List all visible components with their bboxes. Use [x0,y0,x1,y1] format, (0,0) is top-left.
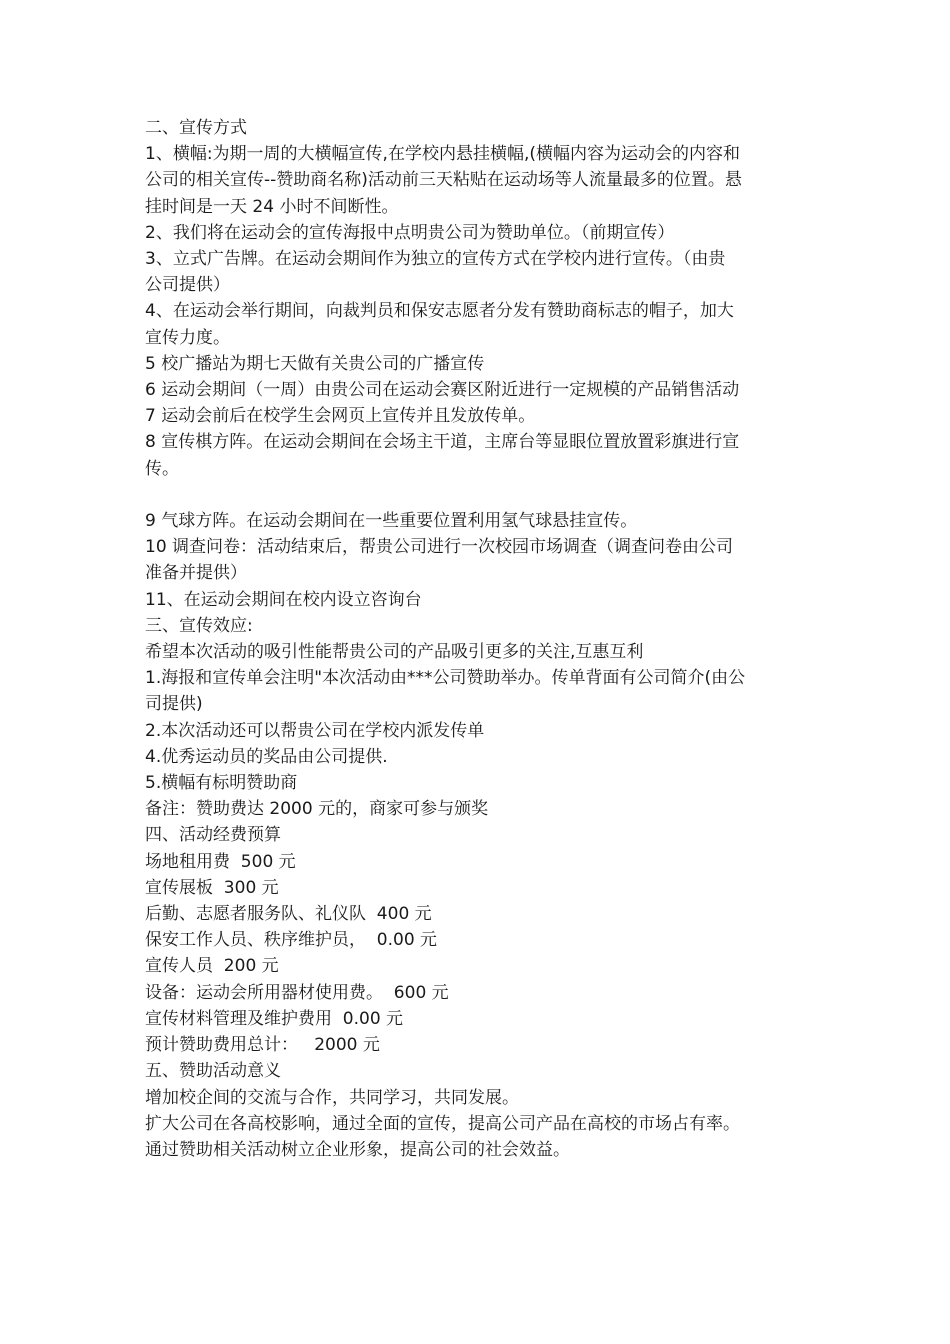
text-line: 3、立式广告牌。在运动会期间作为独立的宣传方式在学校内进行宣传。（由贵 [145,249,726,270]
budget-item: 设备：运动会所用器材使用费。 600 元 [145,982,449,1003]
budget-item: 宣传材料管理及维护费用 0.00 元 [145,1008,404,1029]
text-line: 4.优秀运动员的奖品由公司提供. [145,746,388,767]
text-line: 备注：赞助费达 2000 元的，商家可参与颁奖 [145,799,489,820]
text-line: 5 校广播站为期七天做有关贵公司的广播宣传 [145,353,485,374]
text-line: 挂时间是一天 24 小时不间断性。 [145,196,399,217]
blank-line [145,482,810,508]
text-line: 宣传力度。 [145,327,230,348]
text-line: 4、在运动会举行期间，向裁判员和保安志愿者分发有赞助商标志的帽子，加大 [145,301,734,322]
section-heading: 三、宣传效应: [145,615,253,636]
document-body [145,115,810,1163]
text-line: 10 调查问卷：活动结束后，帮贵公司进行一次校园市场调查（调查问卷由公司 [145,537,734,558]
section-heading: 四、活动经费预算 [145,825,281,846]
text-line: 9 气球方阵。在运动会期间在一些重要位置利用氢气球悬挂宣传。 [145,511,638,532]
text-line: 8 宣传棋方阵。在运动会期间在会场主干道，主席台等显眼位置放置彩旗进行宣 [145,432,740,453]
budget-item: 宣传展板 300 元 [145,877,279,898]
text-line: 公司提供） [145,275,230,296]
text-line: 7 运动会前后在校学生会网页上宣传并且发放传单。 [145,406,536,427]
text-line: 传。 [145,458,179,479]
section-heading: 五、赞助活动意义 [145,1061,281,1082]
budget-item: 宣传人员 200 元 [145,956,279,977]
budget-item: 场地租用费 500 元 [145,851,296,872]
section-heading: 二、宣传方式 [145,118,247,138]
text-line: 通过赞助相关活动树立企业形象，提高公司的社会效益。 [145,1139,570,1160]
text-line: 公司的相关宣传--赞助商名称)活动前三天粘贴在运动场等人流量最多的位置。悬 [145,170,742,191]
text-line: 1.海报和宣传单会注明"本次活动由***公司赞助举办。传单背面有公司简介(由公 [145,668,746,689]
text-line: 11、在运动会期间在校内设立咨询台 [145,589,422,610]
budget-item: 后勤、志愿者服务队、礼仪队 400 元 [145,904,432,925]
text-line: 准备并提供） [145,563,247,584]
budget-item: 保安工作人员、秩序维护员， 0.00 元 [145,930,438,951]
budget-total: 预计赞助费用总计： 2000 元 [145,1035,380,1056]
text-line: 希望本次活动的吸引性能帮贵公司的产品吸引更多的关注,互惠互利 [145,642,644,663]
text-line: 2、我们将在运动会的宣传海报中点明贵公司为赞助单位。（前期宣传） [145,222,675,243]
text-line: 6 运动会期间（一周）由贵公司在运动会赛区附近进行一定规模的产品销售活动 [145,380,740,401]
text-line: 司提供) [145,694,203,715]
text-line: 2.本次活动还可以帮贵公司在学校内派发传单 [145,720,485,741]
text-line: 5.横幅有标明赞助商 [145,773,298,794]
text-line: 增加校企间的交流与合作，共同学习，共同发展。 [145,1087,519,1108]
text-line: 1、横幅:为期一周的大横幅宣传,在学校内悬挂横幅,(横幅内容为运动会的内容和 [145,144,740,165]
text-line: 扩大公司在各高校影响，通过全面的宣传，提高公司产品在高校的市场占有率。 [145,1113,740,1134]
